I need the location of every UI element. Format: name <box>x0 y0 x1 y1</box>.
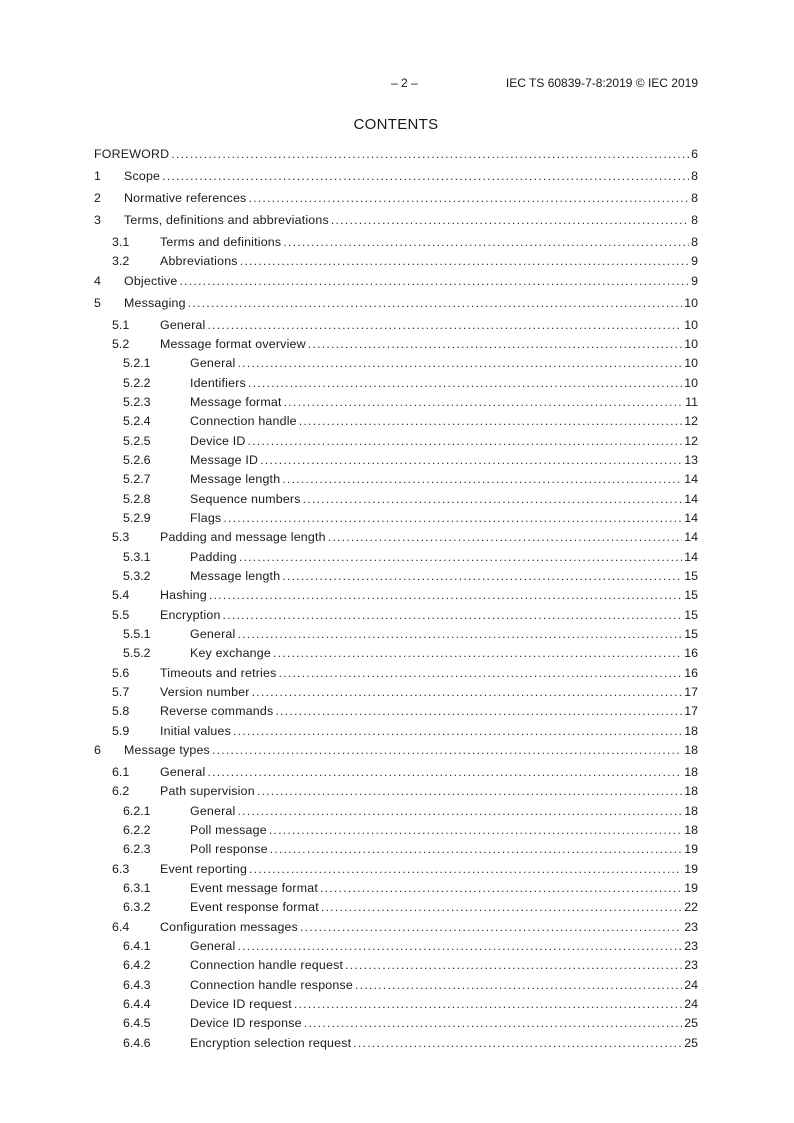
toc-entry[interactable] <box>94 549 698 565</box>
toc-entry-page: 12 <box>684 414 698 428</box>
toc-entry-number: 5.2.1 <box>123 356 151 370</box>
toc-entry[interactable] <box>94 665 698 681</box>
toc-entry[interactable] <box>94 317 698 333</box>
toc-entry-label: General <box>190 804 236 818</box>
toc-leader-dots <box>269 822 682 838</box>
toc-entry-number: 5.2 <box>112 337 130 351</box>
toc-entry-label: General <box>190 939 236 953</box>
toc-entry[interactable] <box>94 413 698 429</box>
toc-entry-label: Padding <box>190 550 237 564</box>
toc-entry-label: Encryption selection request <box>190 1036 352 1050</box>
toc-entry[interactable] <box>94 1035 698 1051</box>
toc-entry[interactable] <box>94 841 698 857</box>
toc-entry-number: 5.5.2 <box>123 646 151 660</box>
toc-entry[interactable] <box>94 957 698 973</box>
toc-entry-number: 5.2.9 <box>123 511 151 525</box>
toc-entry-label: Event reporting <box>160 862 248 876</box>
toc-leader-dots <box>308 336 682 352</box>
toc-leader-dots <box>188 295 682 311</box>
toc-entry-page: 17 <box>684 685 698 699</box>
toc-entry-number: 6.4 <box>112 920 130 934</box>
toc-entry-label: Reverse commands <box>160 704 274 718</box>
toc-entry-label: Flags <box>190 511 222 525</box>
toc-entry-page: 23 <box>684 958 698 972</box>
toc-leader-dots <box>328 529 682 545</box>
toc-entry-number: 5.2.8 <box>123 492 151 506</box>
toc-entry-page: 15 <box>684 588 698 602</box>
toc-entry[interactable] <box>94 783 698 799</box>
toc-leader-dots <box>284 394 683 410</box>
toc-entry-number: 6.2 <box>112 784 130 798</box>
toc-entry[interactable] <box>94 703 698 719</box>
toc-leader-dots <box>240 253 689 269</box>
toc-entry-page: 15 <box>684 569 698 583</box>
toc-entry-label: Version number <box>160 685 250 699</box>
toc-leader-dots <box>162 168 689 184</box>
toc-entry-label: Normative references <box>124 191 247 205</box>
toc-leader-dots <box>260 452 682 468</box>
toc-leader-dots <box>270 841 683 857</box>
toc-entry-label: Terms and definitions <box>160 235 282 249</box>
toc-leader-dots <box>275 703 682 719</box>
toc-leader-dots <box>321 899 682 915</box>
toc-entry-label: Poll message <box>190 823 267 837</box>
toc-entry[interactable] <box>94 1015 698 1031</box>
toc-entry[interactable] <box>94 684 698 700</box>
toc-entry-label: Messaging <box>124 296 186 310</box>
toc-entry-page: 10 <box>684 376 698 390</box>
toc-entry-label: Message format <box>190 395 282 409</box>
toc-leader-dots <box>207 764 682 780</box>
toc-entry[interactable] <box>94 899 698 915</box>
toc-entry-number: 3 <box>94 213 101 227</box>
toc-entry-page: 8 <box>691 191 698 205</box>
toc-leader-dots <box>248 433 683 449</box>
toc-entry-label: Device ID <box>190 434 246 448</box>
toc-entry[interactable] <box>94 273 698 289</box>
toc-entry-page: 18 <box>684 724 698 738</box>
toc-entry[interactable] <box>94 861 698 877</box>
toc-entry-page: 6 <box>691 147 698 161</box>
toc-entry-page: 14 <box>684 530 698 544</box>
toc-entry-number: 5.5 <box>112 608 130 622</box>
toc-entry-number: 2 <box>94 191 101 205</box>
toc-entry[interactable] <box>94 587 698 603</box>
toc-leader-dots <box>233 723 682 739</box>
toc-entry-page: 18 <box>684 804 698 818</box>
toc-entry-number: 5.8 <box>112 704 130 718</box>
toc-leader-dots <box>283 234 689 250</box>
toc-entry[interactable] <box>94 146 698 162</box>
toc-entry-number: 3.1 <box>112 235 130 249</box>
toc-leader-dots <box>282 471 682 487</box>
toc-entry-label: Terms, definitions and abbreviations <box>124 213 329 227</box>
toc-entry[interactable] <box>94 452 698 468</box>
toc-entry[interactable] <box>94 336 698 352</box>
toc-entry-page: 14 <box>684 492 698 506</box>
toc-leader-dots <box>282 568 682 584</box>
toc-entry-number: 5.1 <box>112 318 130 332</box>
toc-entry-number: 6.3 <box>112 862 130 876</box>
toc-leader-dots <box>248 375 682 391</box>
toc-entry[interactable] <box>94 996 698 1012</box>
toc-entry[interactable] <box>94 394 698 410</box>
toc-entry-page: 9 <box>691 254 698 268</box>
toc-entry-page: 18 <box>684 823 698 837</box>
toc-entry-page: 12 <box>684 434 698 448</box>
toc-entry-number: 5.3.2 <box>123 569 151 583</box>
toc-leader-dots <box>239 549 682 565</box>
toc-entry-page: 18 <box>684 765 698 779</box>
toc-leader-dots <box>299 413 682 429</box>
toc-leader-dots <box>171 146 689 162</box>
page-title: CONTENTS <box>353 116 439 133</box>
toc-entry-label: General <box>190 356 236 370</box>
toc-entry[interactable] <box>94 764 698 780</box>
toc-entry-number: 6.4.3 <box>123 978 151 992</box>
toc-entry-label: Message ID <box>190 453 259 467</box>
toc-leader-dots <box>331 212 689 228</box>
toc-entry[interactable] <box>94 977 698 993</box>
toc-entry-number: 3.2 <box>112 254 130 268</box>
toc-entry[interactable] <box>94 433 698 449</box>
toc-entry-page: 24 <box>684 978 698 992</box>
toc-entry-number: 6.4.4 <box>123 997 151 1011</box>
toc-entry[interactable] <box>94 723 698 739</box>
toc-entry-page: 14 <box>684 511 698 525</box>
toc-entry[interactable] <box>94 212 698 228</box>
toc-entry-page: 9 <box>691 274 698 288</box>
toc-entry[interactable] <box>94 645 698 661</box>
toc-leader-dots <box>304 1015 682 1031</box>
toc-entry-page: 10 <box>684 356 698 370</box>
toc-entry-number: 6.3.1 <box>123 881 151 895</box>
toc-leader-dots <box>209 587 682 603</box>
toc-entry-number: 5.2.5 <box>123 434 151 448</box>
toc-entry-number: 6.2.3 <box>123 842 151 856</box>
toc-entry-page: 23 <box>684 920 698 934</box>
toc-entry-page: 18 <box>684 784 698 798</box>
toc-entry-page: 10 <box>684 337 698 351</box>
toc-entry-label: Timeouts and retries <box>160 666 277 680</box>
toc-entry-page: 25 <box>684 1016 698 1030</box>
toc-entry[interactable] <box>94 510 698 526</box>
toc-entry-page: 8 <box>691 213 698 227</box>
toc-leader-dots <box>257 783 682 799</box>
toc-entry-number: 5.2.3 <box>123 395 151 409</box>
toc-entry-label: Sequence numbers <box>190 492 301 506</box>
toc-entry-number: 6.4.1 <box>123 939 151 953</box>
toc-entry-label: Abbreviations <box>160 254 238 268</box>
toc-entry[interactable] <box>94 375 698 391</box>
toc-entry[interactable] <box>94 938 698 954</box>
toc-entry-number: 5.2.2 <box>123 376 151 390</box>
toc-entry-label: General <box>160 765 206 779</box>
toc-entry-number: 5.6 <box>112 666 130 680</box>
toc-entry-label: Padding and message length <box>160 530 326 544</box>
toc-entry-number: 5.9 <box>112 724 130 738</box>
toc-entry-page: 15 <box>684 627 698 641</box>
toc-entry-number: 5.3 <box>112 530 130 544</box>
toc-entry-number: 1 <box>94 169 101 183</box>
toc-entry[interactable] <box>94 253 698 269</box>
toc-entry-label: FOREWORD <box>94 147 170 161</box>
toc-leader-dots <box>237 803 682 819</box>
toc-entry-page: 8 <box>691 235 698 249</box>
toc-entry-label: Device ID request <box>190 997 292 1011</box>
toc-entry[interactable] <box>94 742 698 758</box>
toc-entry-label: Event message format <box>190 881 318 895</box>
toc-entry-page: 11 <box>685 395 698 409</box>
toc-entry[interactable] <box>94 529 698 545</box>
toc-leader-dots <box>237 626 682 642</box>
toc-entry-page: 14 <box>684 550 698 564</box>
toc-entry-label: Configuration messages <box>160 920 299 934</box>
toc-entry-number: 6.4.2 <box>123 958 151 972</box>
toc-entry-label: Poll response <box>190 842 268 856</box>
toc-entry[interactable] <box>94 295 698 311</box>
toc-entry[interactable] <box>94 919 698 935</box>
toc-entry-number: 5.4 <box>112 588 130 602</box>
toc-entry-label: Hashing <box>160 588 207 602</box>
toc-entry-number: 6.3.2 <box>123 900 151 914</box>
toc-entry-label: Initial values <box>160 724 231 738</box>
toc-entry-label: Message length <box>190 569 281 583</box>
toc-entry-number: 6.4.5 <box>123 1016 151 1030</box>
toc-entry-page: 24 <box>684 997 698 1011</box>
toc-entry-number: 6 <box>94 743 101 757</box>
toc-entry-number: 5.3.1 <box>123 550 151 564</box>
toc-entry-page: 19 <box>684 881 698 895</box>
toc-entry-number: 6.4.6 <box>123 1036 151 1050</box>
toc-entry-label: Message types <box>124 743 210 757</box>
toc-leader-dots <box>355 977 682 993</box>
toc-entry-number: 5.2.6 <box>123 453 151 467</box>
toc-entry-page: 25 <box>684 1036 698 1050</box>
toc-entry-label: Connection handle response <box>190 978 353 992</box>
toc-entry-label: Connection handle request <box>190 958 344 972</box>
toc-entry[interactable] <box>94 491 698 507</box>
toc-leader-dots <box>294 996 682 1012</box>
toc-entry-page: 16 <box>684 666 698 680</box>
toc-leader-dots <box>223 510 682 526</box>
toc-leader-dots <box>179 273 689 289</box>
toc-entry-number: 5.5.1 <box>123 627 151 641</box>
toc-entry-label: Connection handle <box>190 414 297 428</box>
toc-entry-number: 5 <box>94 296 101 310</box>
toc-entry-page: 16 <box>684 646 698 660</box>
toc-leader-dots <box>278 665 682 681</box>
toc-entry-number: 5.7 <box>112 685 130 699</box>
toc-leader-dots <box>353 1035 682 1051</box>
toc-entry[interactable] <box>94 168 698 184</box>
toc-entry-page: 19 <box>684 842 698 856</box>
toc-entry-number: 6.1 <box>112 765 130 779</box>
toc-leader-dots <box>237 355 682 371</box>
toc-leader-dots <box>273 645 682 661</box>
toc-entry-page: 8 <box>691 169 698 183</box>
toc-leader-dots <box>223 607 683 623</box>
toc-entry-number: 6.2.2 <box>123 823 151 837</box>
toc-entry-number: 5.2.4 <box>123 414 151 428</box>
toc-entry-label: Message length <box>190 472 281 486</box>
toc-leader-dots <box>249 861 682 877</box>
toc-entry-number: 5.2.7 <box>123 472 151 486</box>
toc-entry-label: Encryption <box>160 608 221 622</box>
toc-leader-dots <box>248 190 689 206</box>
toc-entry-number: 4 <box>94 274 101 288</box>
toc-entry-label: General <box>160 318 206 332</box>
toc-entry-page: 14 <box>684 472 698 486</box>
toc-entry-label: General <box>190 627 236 641</box>
toc-entry[interactable] <box>94 234 698 250</box>
toc-leader-dots <box>345 957 682 973</box>
toc-entry-number: 6.2.1 <box>123 804 151 818</box>
toc-entry-page: 13 <box>684 453 698 467</box>
toc-entry[interactable] <box>94 822 698 838</box>
toc-leader-dots <box>237 938 682 954</box>
toc-entry[interactable] <box>94 471 698 487</box>
toc-entry-page: 10 <box>684 318 698 332</box>
toc-entry[interactable] <box>94 190 698 206</box>
toc-leader-dots <box>207 317 682 333</box>
toc-entry[interactable] <box>94 880 698 896</box>
toc-entry[interactable] <box>94 568 698 584</box>
toc-entry-label: Message format overview <box>160 337 306 351</box>
document-id: IEC TS 60839-7-8:2019 © IEC 2019 <box>505 76 698 90</box>
page-header <box>94 76 698 92</box>
toc-entry[interactable] <box>94 607 698 623</box>
toc-entry-label: Event response format <box>190 900 319 914</box>
toc-entry-page: 22 <box>684 900 698 914</box>
toc-leader-dots <box>300 919 682 935</box>
toc-entry-label: Objective <box>124 274 178 288</box>
toc-entry-label: Identifiers <box>190 376 246 390</box>
page-number: – 2 – <box>391 76 418 90</box>
toc-entry[interactable] <box>94 626 698 642</box>
toc-entry-page: 10 <box>684 296 698 310</box>
toc-entry-label: Path supervision <box>160 784 255 798</box>
toc-entry-page: 23 <box>684 939 698 953</box>
toc-entry[interactable] <box>94 355 698 371</box>
toc-entry-page: 18 <box>684 743 698 757</box>
toc-entry-label: Device ID response <box>190 1016 302 1030</box>
toc-leader-dots <box>212 742 682 758</box>
toc-entry-label: Scope <box>124 169 161 183</box>
toc-entry-label: Key exchange <box>190 646 271 660</box>
toc-leader-dots <box>303 491 683 507</box>
toc-entry-page: 15 <box>684 608 698 622</box>
toc-leader-dots <box>252 684 683 700</box>
toc-entry-page: 19 <box>684 862 698 876</box>
toc-entry[interactable] <box>94 803 698 819</box>
toc-entry-page: 17 <box>684 704 698 718</box>
toc-leader-dots <box>320 880 682 896</box>
